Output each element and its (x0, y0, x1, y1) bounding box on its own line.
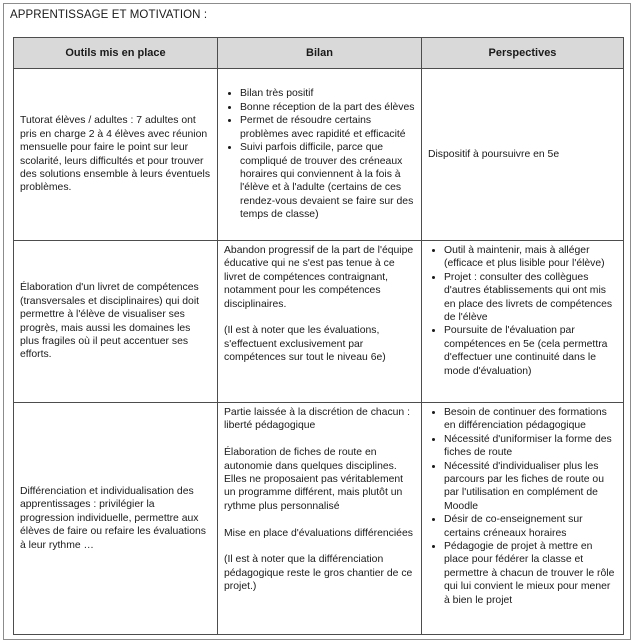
bilan-list (224, 87, 415, 221)
bilan-cell (218, 69, 422, 241)
bilan-paragraph: Abandon progressif de la part de l'équipe éducative qui ne s'est pas tenue à ce livret de compétences contraignant, notamment pour les compétences disciplinaires. (224, 245, 414, 310)
outil-cell: Différenciation et individualisation des apprentissages : privilégier la progression individuelle, permettre aux élèves de faire ou refaire les évaluations à leur rythme … (14, 403, 218, 635)
list-item: • Nécessité d'individualiser plus les parcours par les fiches de route ou par l'utilisation en complément de Moodle (444, 460, 617, 514)
list-item: • Projet : consulter des collègues d'autres établissements qui ont mis en place des livrets de compétences de l'élève (444, 271, 617, 325)
header-bilan: Bilan (218, 38, 422, 69)
perspective-list (428, 244, 617, 378)
bilan-note: (Il est à noter que la différenciation pédagogique reste le gros chantier de ce projet.) (224, 554, 413, 593)
perspective-cell (422, 403, 624, 635)
list-item: • Suivi parfois difficile, parce que compliqué de trouver des créneaux horaires qui conviennent à la fois à l'élève et à l'adulte (certains de ces rendez-vous devaient se faire sur des temps de classe) (240, 141, 415, 221)
list-item: • Bonne réception de la part des élèves (240, 101, 415, 114)
list-item: • Pédagogie de projet à mettre en place pour fédérer la classe et permettre à chacun de trouver le rôle qui lui convient le mieux pour mener à bien le projet (444, 540, 617, 607)
outil-cell: Élaboration d'un livret de compétences (transversales et disciplinaires) qui doit permettre à l'élève de visualiser ses progrès, mais aussi les domaines les plus fragiles où il peut accentuer ses efforts. (14, 241, 218, 403)
perspective-cell (422, 241, 624, 403)
list-item: • Poursuite de l'évaluation par compétences en 5e (cela permettra d'effectuer une continuité dans le mode d'évaluation) (444, 324, 617, 378)
table-row (14, 403, 624, 635)
table-row (14, 241, 624, 403)
table-header-row (14, 38, 624, 69)
list-item: • Besoin de continuer des formations en différenciation pédagogique (444, 406, 617, 433)
header-outils: Outils mis en place (14, 38, 218, 69)
bilan-paragraph: Mise en place d'évaluations différenciées (224, 527, 413, 539)
list-item: • Permet de résoudre certains problèmes avec rapidité et efficacité (240, 114, 415, 141)
bilan-cell (218, 403, 422, 635)
table-row (14, 69, 624, 241)
section-title: APPRENTISSAGE ET MOTIVATION : (10, 9, 208, 21)
outil-cell: Tutorat élèves / adultes : 7 adultes ont pris en charge 2 à 4 élèves avec réunion mensuelle pour faire le point sur leur scolarité, leurs difficultés et pour trouver des solutions ensemble à leurs éventuels problèmes. (14, 69, 218, 241)
perspective-list (428, 406, 617, 607)
bilan-paragraph: Partie laissée à la discrétion de chacun : liberté pédagogique (224, 407, 410, 432)
header-perspectives: Perspectives (422, 38, 624, 69)
list-item: • Nécessité d'uniformiser la forme des fiches de route (444, 433, 617, 460)
list-item: • Outil à maintenir, mais à alléger (efficace et plus lisible pour l'élève) (444, 244, 617, 271)
bilan-note: (Il est à noter que les évaluations, s'effectuent exclusivement par compétences sur tout le niveau 6e) (224, 325, 386, 364)
bilan-cell (218, 241, 422, 403)
list-item: • Désir de co-enseignement sur certains créneaux horaires (444, 513, 617, 540)
assessment-table (13, 37, 624, 635)
perspective-cell: Dispositif à poursuivre en 5e (422, 69, 624, 241)
bilan-paragraph: Élaboration de fiches de route en autonomie dans quelques disciplines. Elles ne proposaient pas véritablement un programme différent, mais plutôt un rythme plus personnalisé (224, 447, 404, 512)
list-item: • Bilan très positif (240, 87, 415, 100)
